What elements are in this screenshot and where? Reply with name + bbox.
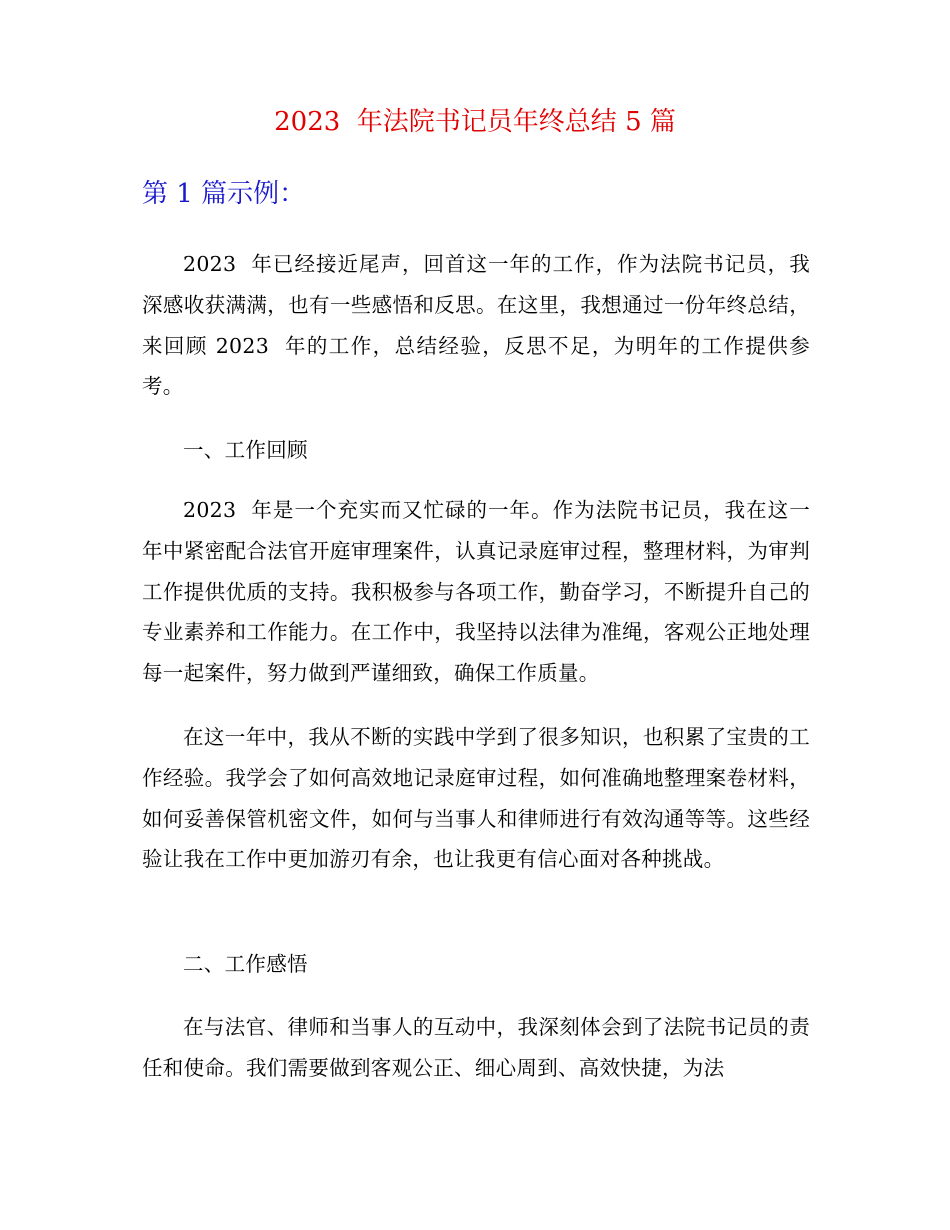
heading-work-review-block <box>142 430 810 471</box>
paragraph-insight-block <box>142 1007 810 1089</box>
section-heading: 第 1 篇示例： <box>142 179 306 209</box>
paragraph-work-review: 2023 年是一个充实而又忙碌的一年。作为法院书记员，我在这一年中紧密配合法官开庭审理案件，认真记录庭审过程，整理材料，为审判工作提供优质的支持。我积极参与各项工作，勤奋学习，不断提升自己的专业素养和工作能力。在工作中，我坚持以法律为准绳，客观公正地处理每一起案件，努力做到严谨细致，确保工作质量。 <box>142 498 810 686</box>
paragraph-insight: 在与法官、律师和当事人的互动中，我深刻体会到了法院书记员的责任和使命。我们需要做到客观公正、细心周到、高效快捷，为法 <box>142 1015 810 1080</box>
paragraph-intro-block <box>142 244 810 407</box>
subheading-work-insight: 二、工作感悟 <box>183 952 308 976</box>
paragraph-work-review-block <box>142 490 810 694</box>
heading-work-insight-block <box>142 944 810 985</box>
paragraph-experience: 在这一年中，我从不断的实践中学到了很多知识，也积累了宝贵的工作经验。我学会了如何高效地记录庭审过程，如何准确地整理案卷材料，如何妥善保管机密文件，如何与当事人和律师进行有效沟通等等。这些经验让我在工作中更加游刃有余，也让我更有信心面对各种挑战。 <box>142 725 810 872</box>
document-title: 2023 年法院书记员年终总结 5 篇 <box>274 107 676 137</box>
paragraph-intro: 2023 年已经接近尾声，回首这一年的工作，作为法院书记员，我深感收获满满，也有一些感悟和反思。在这里，我想通过一份年终总结，来回顾 2023 年的工作，总结经验，反思不足，为明年的工作提供参考。 <box>142 252 810 399</box>
paragraph-experience-block <box>142 717 810 880</box>
subheading-work-review: 一、工作回顾 <box>183 438 308 462</box>
